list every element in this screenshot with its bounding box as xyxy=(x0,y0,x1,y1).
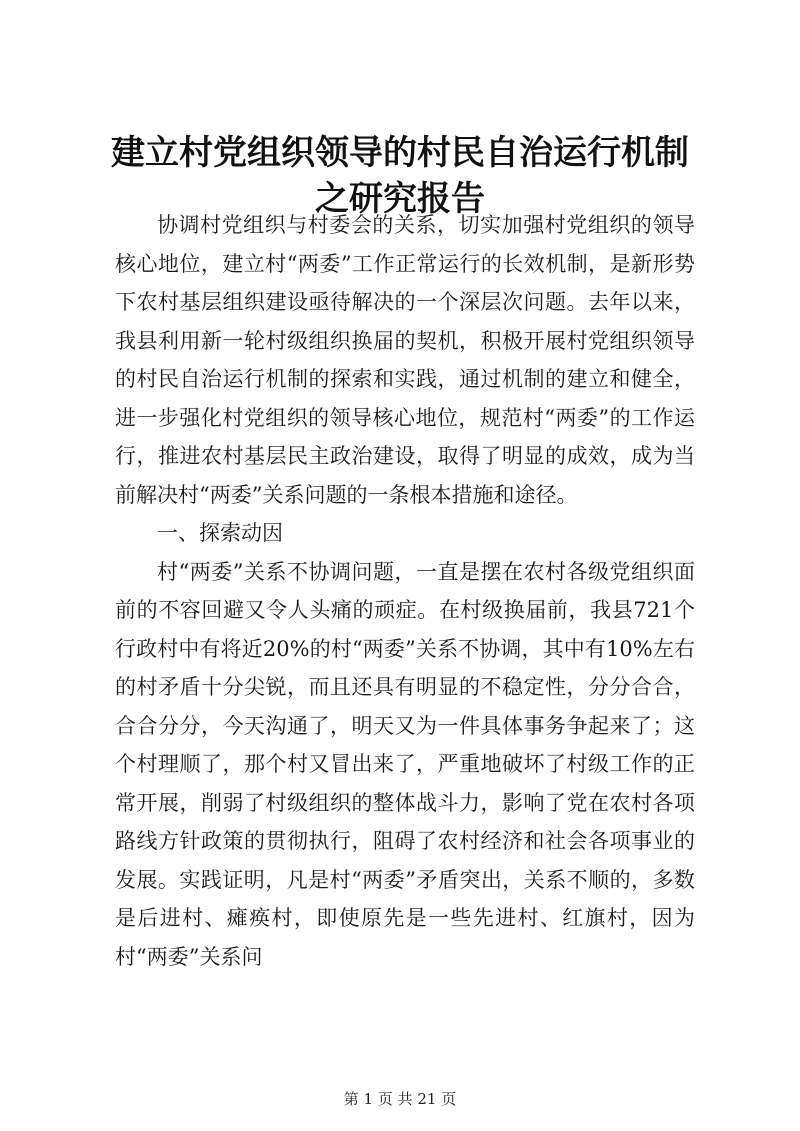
page-footer: 第 1 页 共 21 页 xyxy=(343,1090,457,1108)
document-title: 建立村党组织领导的村民自治运行机制之研究报告 xyxy=(111,133,689,219)
section-heading: 一、探索动因 xyxy=(157,521,283,545)
section-paragraph: 村“两委”关系不协调问题，一直是摆在农村各级党组织面前的不容回避又令人头痛的顽症。在村级换届前，我县721个行政村中有将近20%的村“两委”关系不协调，其中有10%左右的村矛盾十分尖锐，而且还具有明显的不稳定性，分分合合，合合分分，今天沟通了，明天又为一件具体事务争起来了；这个村理顺了，那个村又冒出来了，严重地破坏了村级工作的正常开展，削弱了村级组织的整体战斗力，影响了党在农村各项路线方针政策的贯彻执行，阻碍了农村经济和社会各项事业的发展。实践证明，凡是村“两委”矛盾突出，关系不顺的，多数是后进村、瘫痪村，即使原先是一些先进村、红旗村，因为村“两委”关系问 xyxy=(115,559,695,969)
intro-paragraph: 协调村党组织与村委会的关系，切实加强村党组织的领导核心地位，建立村“两委”工作正常运行的长效机制，是新形势下农村基层组织建设亟待解决的一个深层次问题。去年以来，我县利用新一轮村级组织换届的契机，积极开展村党组织领导的村民自治运行机制的探索和实践，通过机制的建立和健全，进一步强化村党组织的领导核心地位，规范村“两委”的工作运行，推进农村基层民主政治建设，取得了明显的成效，成为当前解决村“两委”关系问题的一条根本措施和途径。 xyxy=(115,213,695,507)
document-body xyxy=(115,206,695,976)
